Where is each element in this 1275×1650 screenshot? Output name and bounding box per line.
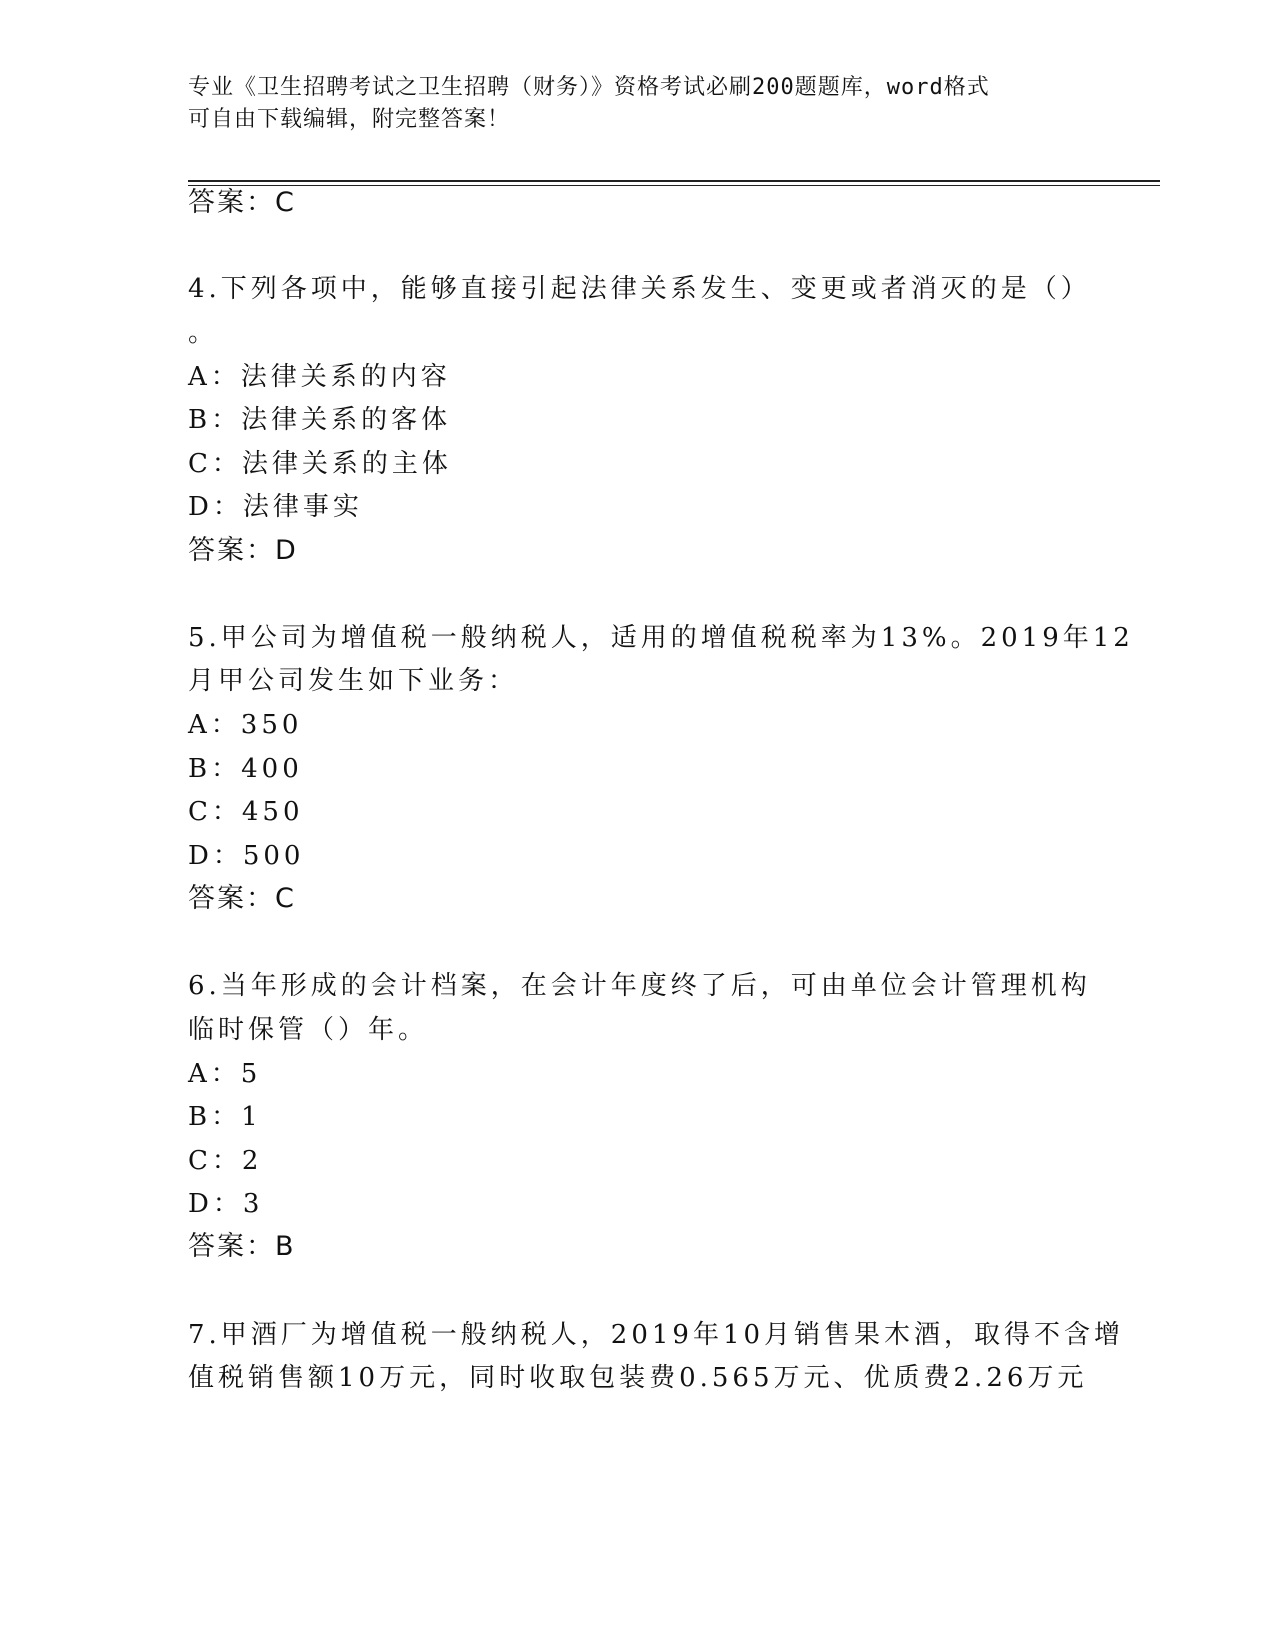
question-4-stem: 4.下列各项中，能够直接引起法律关系发生、变更或者消灭的是（） (188, 274, 1091, 304)
question-5-option-c: C：450 (188, 797, 304, 827)
question-5-option-d: D：500 (188, 841, 305, 871)
document-header: 专业《卫生招聘考试之卫生招聘（财务）》资格考试必刷200题题库，word格式 可自由下载编辑，附完整答案！ (188, 75, 990, 132)
question-7-stem-cont: 值税销售额10万元，同时收取包装费0.565万元、优质费2.26万元 (188, 1363, 1088, 1393)
question-4-answer: 答案：D (188, 535, 298, 566)
question-6-option-c: C：2 (188, 1146, 263, 1176)
answer-text: 答案：C (188, 187, 296, 218)
question-6-stem: 6.当年形成的会计档案，在会计年度终了后，可由单位会计管理机构 (188, 971, 1091, 1001)
question-6-option-d: D：3 (188, 1189, 264, 1219)
question-5-option-b: B：400 (188, 754, 303, 784)
question-5-stem: 5.甲公司为增值税一般纳税人，适用的增值税税率为13%。2019年12 (188, 623, 1134, 653)
question-5-stem-cont: 月甲公司发生如下业务： (188, 666, 519, 696)
question-6-option-b: B：1 (188, 1102, 262, 1132)
question-5-option-a: A：350 (188, 710, 303, 740)
question-4-option-b: B：法律关系的客体 (188, 405, 452, 435)
header-rule-thick (188, 180, 1160, 182)
question-6-stem-cont: 临时保管（）年。 (188, 1015, 429, 1045)
question-5-answer: 答案：C (188, 883, 296, 914)
question-7-stem: 7.甲酒厂为增值税一般纳税人，2019年10月销售果木酒，取得不含增 (188, 1320, 1125, 1350)
question-4-option-d: D：法律事实 (188, 492, 363, 522)
question-6-answer: 答案：B (188, 1231, 296, 1262)
question-6-option-a: A：5 (188, 1059, 262, 1089)
question-4-stem-cont: 。 (188, 318, 219, 348)
question-4-option-c: C：法律关系的主体 (188, 449, 452, 479)
question-4-option-a: A：法律关系的内容 (188, 362, 451, 392)
